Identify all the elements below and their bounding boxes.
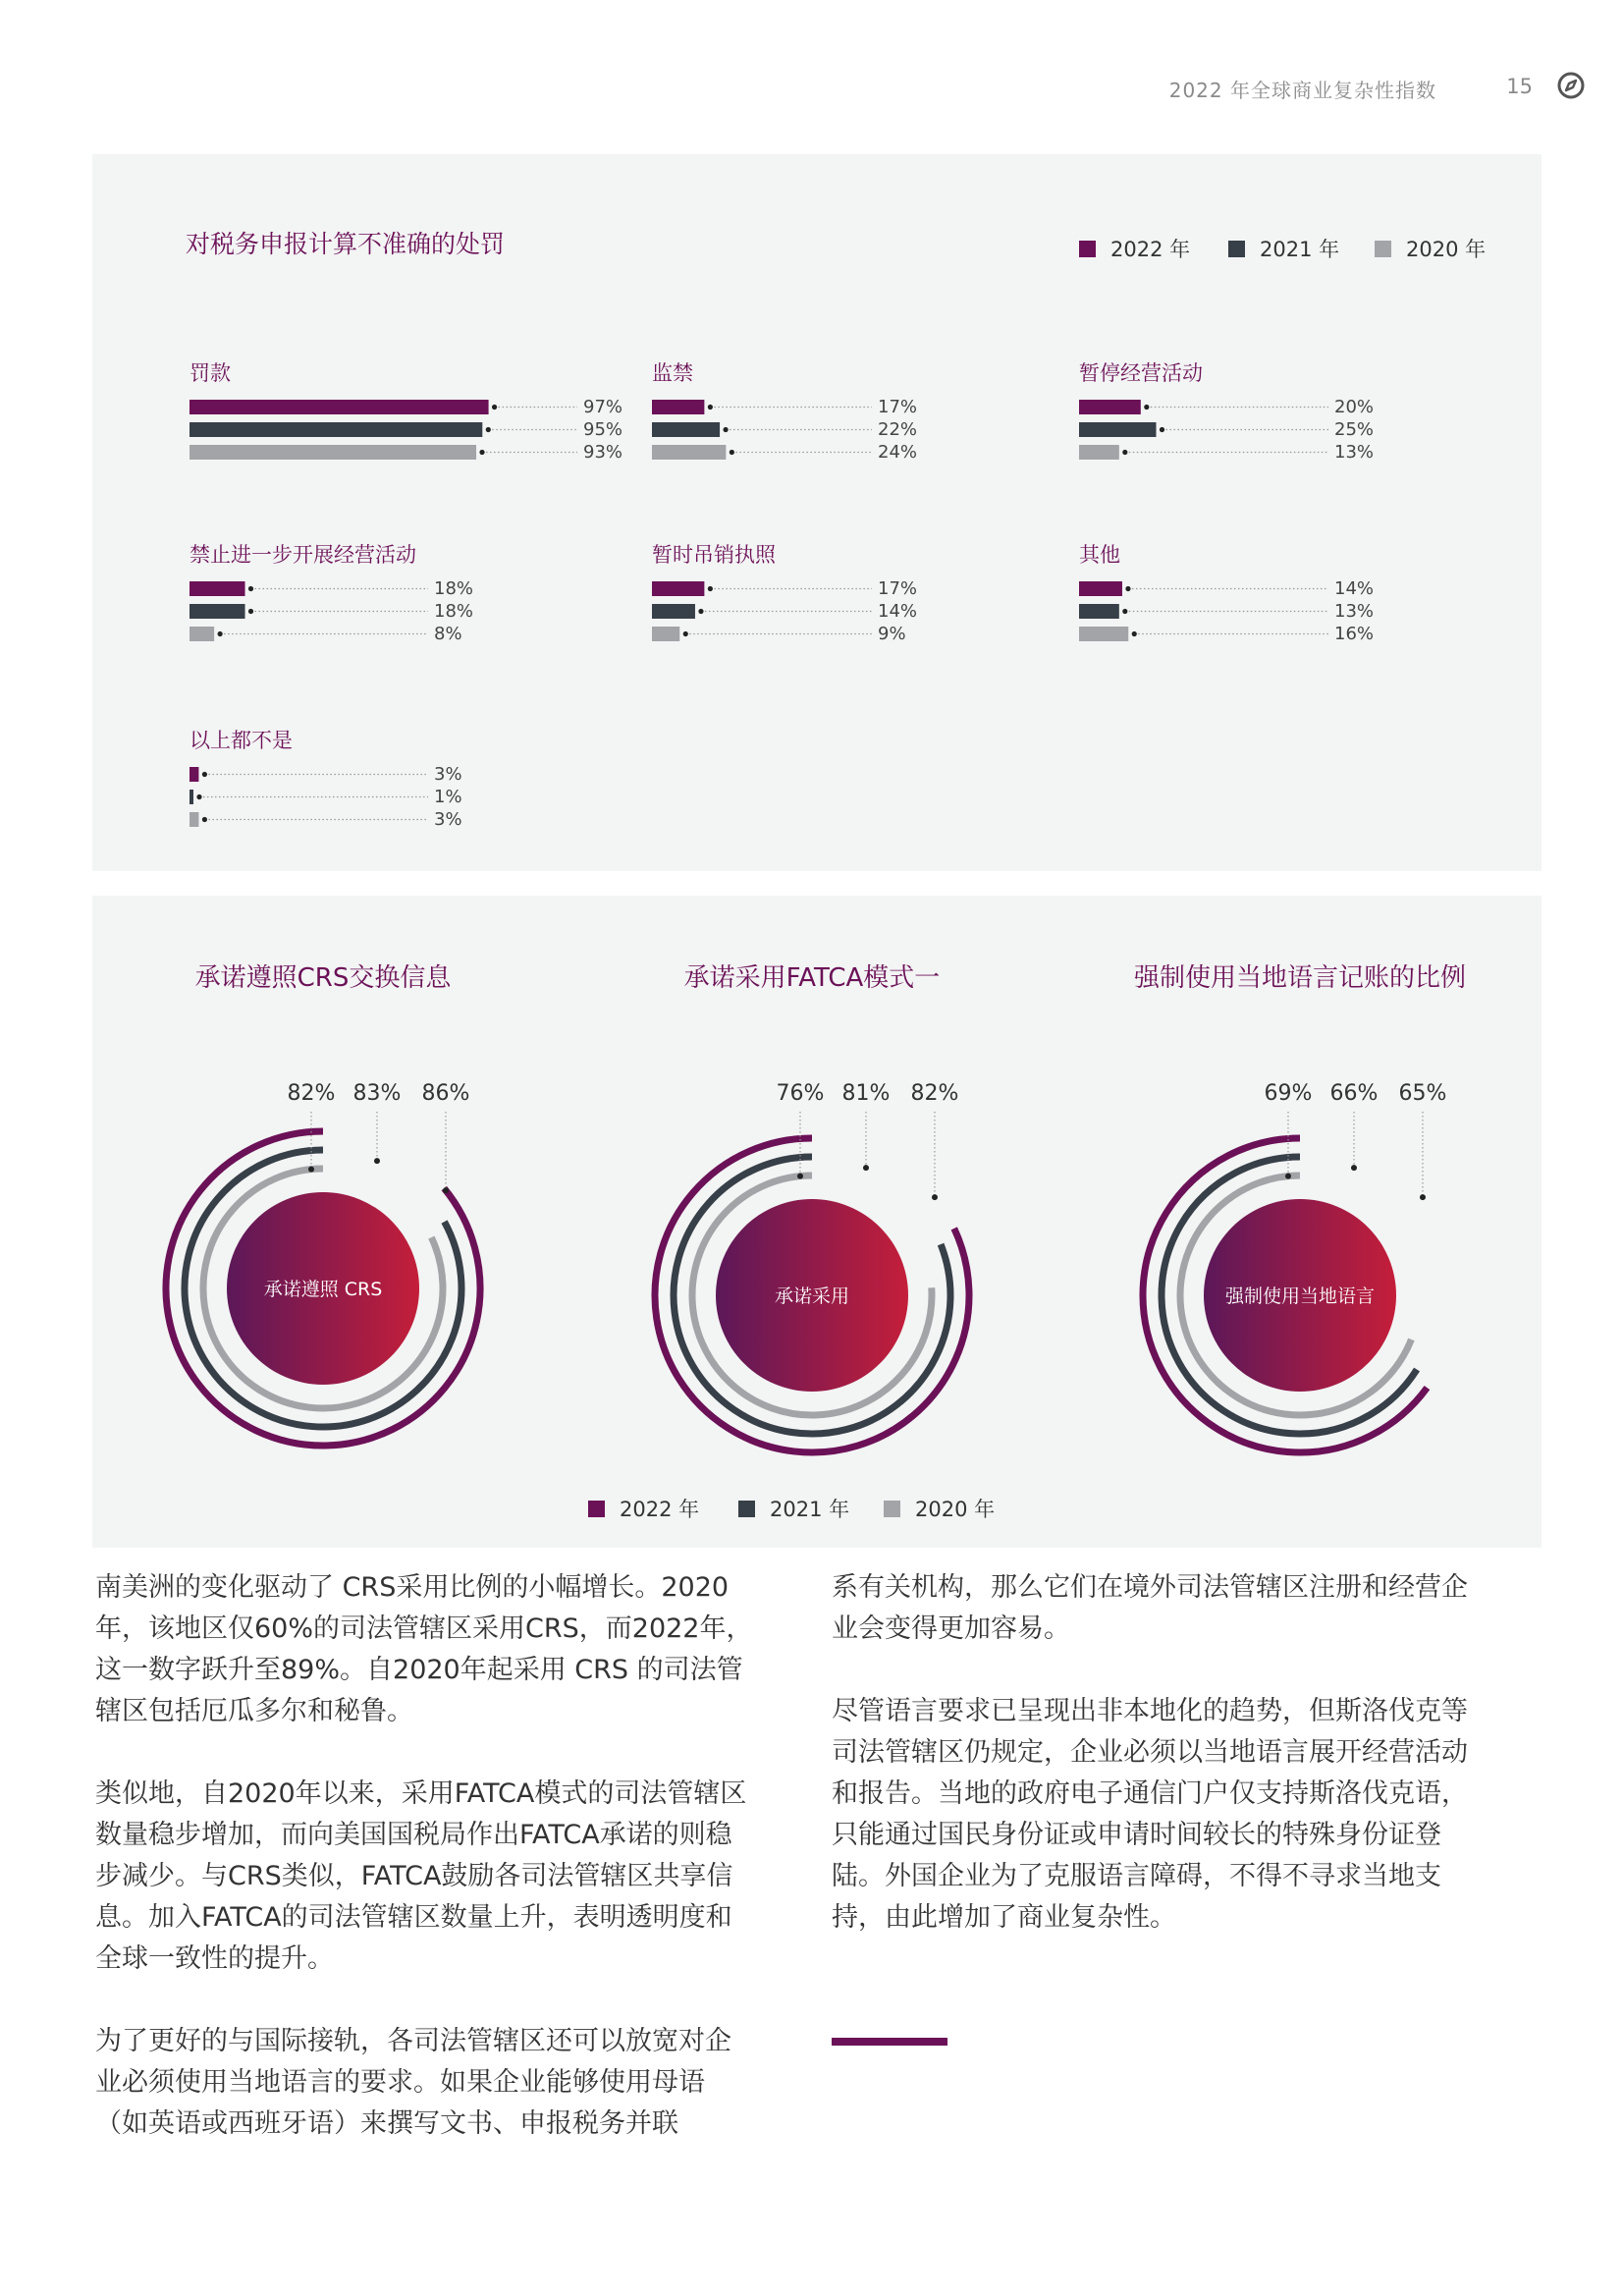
paragraph: 南美洲的变化驱动了 CRS采用比例的小幅增长。2020年，该地区仅60%的司法管辖区采用CRS，而2022年，这一数字跃升至89%。自2020年起采用 CRS 的司法管辖区包括厄瓜多尔和秘鲁。 xyxy=(95,1572,753,1726)
bar-value-label: 97% xyxy=(583,397,623,417)
bar-group-label: 其他 xyxy=(1079,543,1120,567)
bar-value-label: 9% xyxy=(878,624,906,644)
bar-value-label: 93% xyxy=(583,442,623,463)
radial-leader-dot xyxy=(797,1174,803,1179)
bar-group-label: 禁止进一步开展经营活动 xyxy=(189,543,416,567)
bar-group-label: 暂停经营活动 xyxy=(1079,361,1203,385)
bar-end-dot xyxy=(1160,427,1164,432)
bar-value-label: 16% xyxy=(1334,624,1375,644)
paragraph: 类似地，自2020年以来，采用FATCA模式的司法管辖区数量稳步增加，而向美国国税局作出FATCA承诺的则稳步减少。与CRS类似，FATCA鼓励各司法管辖区共享信息。加入FATCA的司法管辖区数量上升，表明透明度和全球一致性的提升。 xyxy=(95,1778,747,1974)
bar-end-dot xyxy=(698,609,703,614)
bar-value-label: 8% xyxy=(434,624,462,644)
paragraph: 为了更好的与国际接轨，各司法管辖区还可以放宽对企业必须使用当地语言的要求。如果企业能够使用母语（如英语或西班牙语）来撰写文书、申报税务并联 xyxy=(95,2026,731,2139)
bar xyxy=(189,767,198,782)
bar-end-dot xyxy=(248,609,253,614)
bar-end-dot xyxy=(196,794,201,799)
legend-label: 2020 年 xyxy=(1406,238,1487,261)
radial-leader-dot xyxy=(374,1158,380,1164)
radial-leader-dot xyxy=(863,1165,869,1171)
radial-value-label: 76% xyxy=(776,1081,825,1106)
penalties-chart-panel xyxy=(92,154,1542,871)
bar-value-label: 14% xyxy=(878,601,918,622)
bar-end-dot xyxy=(202,817,207,822)
bar-value-label: 22% xyxy=(878,419,918,440)
bar-end-dot xyxy=(492,405,497,410)
bar xyxy=(189,790,193,804)
legend-swatch xyxy=(1228,241,1245,257)
bar-end-dot xyxy=(708,586,713,591)
legend-swatch xyxy=(588,1501,605,1517)
radial-value-label: 82% xyxy=(910,1081,959,1106)
radial-value-label: 69% xyxy=(1264,1081,1313,1106)
bar-value-label: 3% xyxy=(434,764,462,785)
legend-label: 2021 年 xyxy=(1260,238,1340,261)
paragraph: 系有关机构，那么它们在境外司法管辖区注册和经营企业会变得更加容易。 xyxy=(832,1572,1468,1644)
radial-value-label: 82% xyxy=(287,1081,336,1106)
bar-end-dot xyxy=(1132,631,1137,636)
bar-end-dot xyxy=(708,405,713,410)
legend-label: 2022 年 xyxy=(1110,238,1191,261)
bar xyxy=(652,581,704,596)
bar-end-dot xyxy=(683,631,688,636)
legend-swatch xyxy=(738,1501,755,1517)
bar xyxy=(652,422,720,437)
legend-swatch xyxy=(884,1501,900,1517)
radial-charts xyxy=(92,896,1542,1548)
bar-end-dot xyxy=(1122,609,1127,614)
report-title: 2022 年全球商业复杂性指数 xyxy=(1168,79,1436,102)
bar xyxy=(189,445,476,460)
bar xyxy=(189,627,214,641)
bar xyxy=(189,400,489,414)
bar-value-label: 13% xyxy=(1334,601,1375,622)
legend-label: 2022 年 xyxy=(620,1498,700,1521)
bar-value-label: 1% xyxy=(434,787,462,807)
bar xyxy=(1079,581,1122,596)
bar-end-dot xyxy=(248,586,253,591)
radial-center-label: 承诺遵照 CRS xyxy=(263,1279,383,1300)
chart-title: 对税务申报计算不准确的处罚 xyxy=(186,230,506,258)
radial-value-label: 81% xyxy=(841,1081,891,1106)
penalties-bar-chart xyxy=(92,154,1542,871)
bar-value-label: 20% xyxy=(1334,397,1375,417)
bar-value-label: 17% xyxy=(878,397,918,417)
bar xyxy=(1079,445,1119,460)
bar xyxy=(189,812,198,827)
bar-value-label: 14% xyxy=(1334,578,1375,599)
bar xyxy=(1079,400,1141,414)
legend-label: 2021 年 xyxy=(770,1498,850,1521)
bar xyxy=(1079,604,1119,619)
bar-end-dot xyxy=(1122,450,1127,455)
accent-divider xyxy=(832,2038,947,2046)
radial-value-label: 66% xyxy=(1329,1081,1379,1106)
bar-end-dot xyxy=(479,450,484,455)
bar xyxy=(189,604,245,619)
body-left-column xyxy=(95,1567,753,2186)
bar-group-label: 暂时吊销执照 xyxy=(652,543,776,567)
bar xyxy=(652,604,695,619)
bar-value-label: 17% xyxy=(878,578,918,599)
bar xyxy=(189,422,482,437)
bar-value-label: 18% xyxy=(434,578,474,599)
radial-value-label: 86% xyxy=(421,1081,470,1106)
bar-group-label: 监禁 xyxy=(652,361,693,385)
legend-label: 2020 年 xyxy=(915,1498,996,1521)
radial-chart-title: 强制使用当地语言记账的比例 xyxy=(1133,963,1467,993)
bar xyxy=(652,627,679,641)
radial-leader-dot xyxy=(308,1167,314,1173)
legend-swatch xyxy=(1079,241,1096,257)
radial-charts-panel xyxy=(92,896,1542,1548)
radial-chart-title: 承诺采用FATCA模式一 xyxy=(683,963,941,993)
compass-icon xyxy=(1556,71,1586,100)
bar-value-label: 24% xyxy=(878,442,918,463)
radial-value-label: 83% xyxy=(352,1081,402,1106)
page-number: 15 xyxy=(1506,75,1533,98)
bar-value-label: 18% xyxy=(434,601,474,622)
bar-group-label: 罚款 xyxy=(189,361,231,385)
radial-leader-dot xyxy=(932,1194,938,1200)
bar-end-dot xyxy=(730,450,734,455)
radial-center-label: 承诺采用 xyxy=(774,1285,850,1307)
bar-value-label: 13% xyxy=(1334,442,1375,463)
legend-swatch xyxy=(1375,241,1391,257)
bar xyxy=(1079,422,1157,437)
bar-end-dot xyxy=(486,427,491,432)
bar-value-label: 25% xyxy=(1334,419,1375,440)
bar-value-label: 95% xyxy=(583,419,623,440)
bar-end-dot xyxy=(202,772,207,777)
page-header xyxy=(0,71,1623,100)
paragraph: 尽管语言要求已呈现出非本地化的趋势，但斯洛伐克等司法管辖区仍规定，企业必须以当地语言展开经营活动和报告。当地的政府电子通信门户仅支持斯洛伐克语，只能通过国民身份证或申请时间较长的特殊身份证登陆。外国企业为了克服语言障碍，不得不寻求当地支持，由此增加了商业复杂性。 xyxy=(832,1696,1468,1933)
bar xyxy=(652,400,704,414)
bar xyxy=(1079,627,1128,641)
bar-end-dot xyxy=(1144,405,1149,410)
bar-end-dot xyxy=(218,631,223,636)
bar-value-label: 3% xyxy=(434,809,462,830)
radial-value-label: 65% xyxy=(1398,1081,1447,1106)
radial-leader-dot xyxy=(1351,1165,1357,1171)
radial-leader-dot xyxy=(1420,1194,1426,1200)
bar-end-dot xyxy=(1125,586,1130,591)
bar xyxy=(652,445,726,460)
radial-center-label: 强制使用当地语言 xyxy=(1224,1285,1376,1307)
radial-leader-dot xyxy=(1285,1174,1291,1179)
radial-leader-dot xyxy=(443,1187,449,1193)
body-right-column xyxy=(832,1567,1489,1980)
radial-chart-title: 承诺遵照CRS交换信息 xyxy=(194,963,452,993)
bar-group-label: 以上都不是 xyxy=(189,729,293,752)
bar-end-dot xyxy=(723,427,728,432)
bar xyxy=(189,581,245,596)
